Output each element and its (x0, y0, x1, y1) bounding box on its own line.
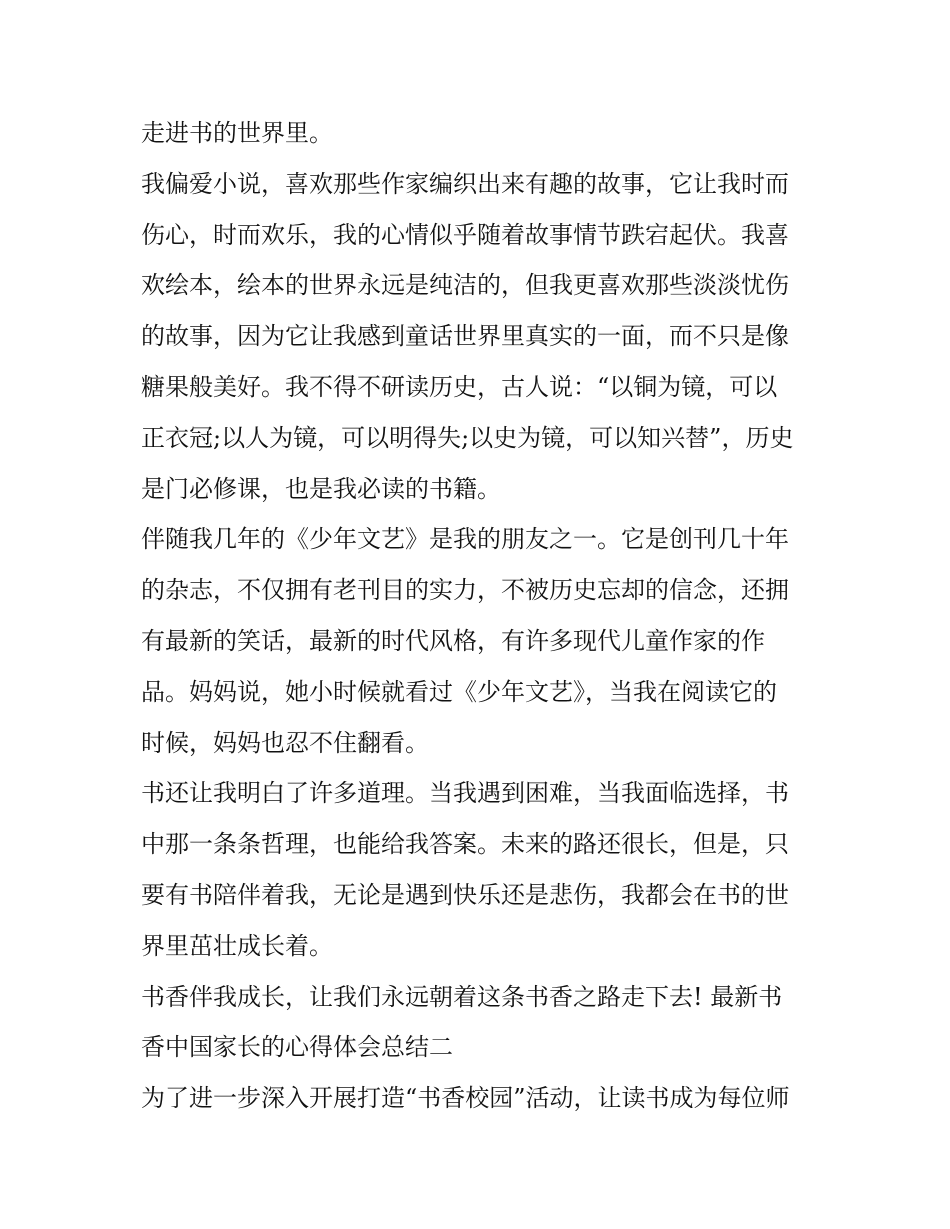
text-line-4: 欢绘本，绘本的世界永远是纯洁的，但我更喜欢那些淡淡忧伤 (141, 271, 789, 300)
text-line-9: 伴随我几年的《少年文艺》是我的朋友之一。它是创刊几十年 (141, 525, 789, 554)
text-line-2: 我偏爱小说，喜欢那些作家编织出来有趣的故事，它让我时而 (141, 169, 789, 198)
text-line-10: 的杂志，不仅拥有老刊目的实力，不被历史忘却的信念，还拥 (141, 576, 789, 605)
text-line-13: 时候，妈妈也忍不住翻看。 (141, 728, 429, 757)
text-line-14: 书还让我明白了许多道理。当我遇到困难，当我面临选择，书 (141, 779, 789, 808)
text-line-3: 伤心，时而欢乐，我的心情似乎随着故事情节跌宕起伏。我喜 (141, 220, 789, 249)
text-line-16: 要有书陪伴着我，无论是遇到快乐还是悲伤，我都会在书的世 (141, 880, 789, 909)
text-line-6: 糖果般美好。我不得不研读历史，古人说：“以铜为镜，可以 (141, 372, 778, 401)
text-line-18: 书香伴我成长，让我们永远朝着这条书香之路走下去! 最新书 (141, 982, 783, 1011)
text-line-1: 走进书的世界里。 (141, 119, 333, 147)
text-line-15: 中那一条条哲理，也能给我答案。未来的路还很长，但是，只 (141, 830, 789, 859)
text-line-8: 是门必修课，也是我必读的书籍。 (141, 474, 501, 503)
text-line-7: 正衣冠;以人为镜，可以明得失;以史为镜，可以知兴替”，历史 (141, 423, 794, 452)
text-line-5: 的故事，因为它让我感到童话世界里真实的一面，而不只是像 (141, 322, 789, 351)
text-line-19: 香中国家长的心得体会总结二 (141, 1033, 453, 1062)
text-line-17: 界里茁壮成长着。 (141, 931, 333, 960)
text-line-20: 为了进一步深入开展打造“书香校园”活动，让读书成为每位师 (141, 1084, 790, 1113)
body-text (141, 108, 813, 1124)
text-line-12: 品。妈妈说，她小时候就看过《少年文艺》，当我在阅读它的 (141, 677, 777, 706)
text-line-11: 有最新的笑话，最新的时代风格，有许多现代儿童作家的作 (141, 626, 765, 655)
